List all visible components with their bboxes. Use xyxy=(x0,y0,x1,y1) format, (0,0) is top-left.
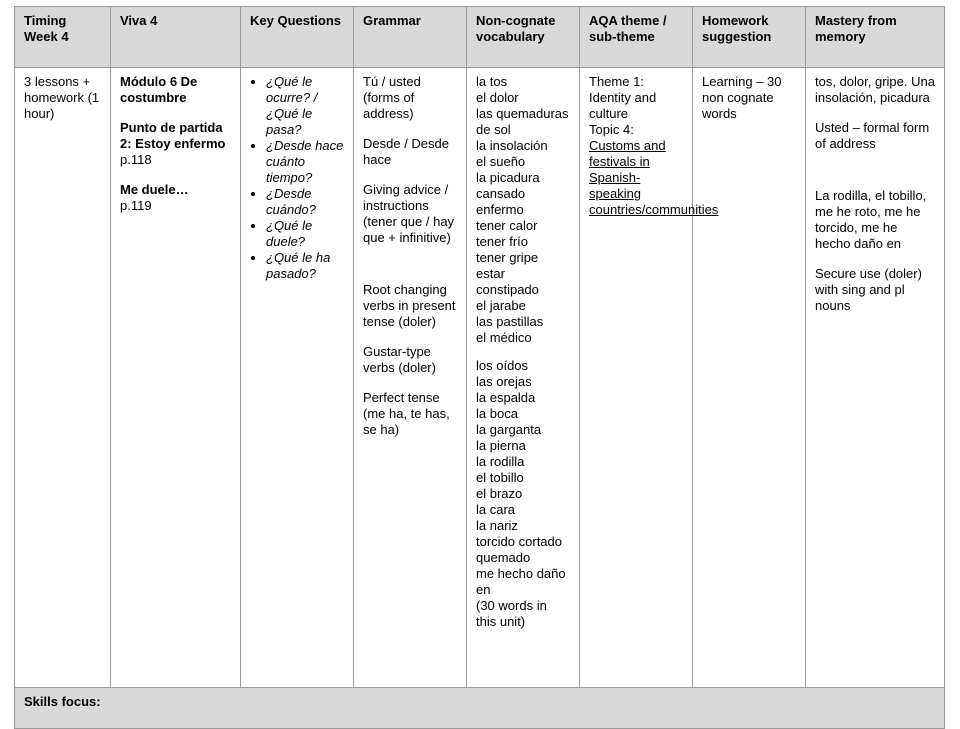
mastery-item: Usted – formal form of address xyxy=(815,120,930,151)
header-vocab: Non-cognate vocabulary xyxy=(467,7,580,68)
grammar-item: Giving advice / instructions (tener que / hay que + infinitive) xyxy=(363,182,455,245)
homework-text: Learning – 30 non cognate words xyxy=(702,74,782,121)
mastery-item: tos, dolor, gripe. Una insolación, picadura xyxy=(815,74,935,105)
aqa-cell xyxy=(580,68,719,688)
homework-cell xyxy=(693,68,806,688)
timing-cell xyxy=(15,68,111,688)
vocab-word: cansado xyxy=(476,186,526,201)
list-item: • ¿Qué le ha pasado? xyxy=(266,250,344,282)
vocab-word: el sueño xyxy=(476,154,526,169)
grammar-cell xyxy=(354,68,467,688)
vocab-word: me hecho daño en xyxy=(476,566,566,597)
vocab-word: las quemaduras de sol xyxy=(476,106,569,137)
vocab-word: la rodilla xyxy=(476,454,525,469)
vocab-word: la pierna xyxy=(476,438,526,453)
vocab-word: la insolación xyxy=(476,138,548,153)
grammar-item: Tú / usted (forms of address) xyxy=(363,74,421,121)
vocab-word: los oídos xyxy=(476,358,529,373)
key-questions-cell xyxy=(241,68,354,688)
aqa-topic: Topic 4: xyxy=(589,122,634,137)
mastery-item: Secure use (doler) with sing and pl nouns xyxy=(815,266,922,313)
list-item: • ¿Desde cuándo? xyxy=(266,186,344,218)
me-duele-page: p.119 xyxy=(120,198,152,213)
vocab-word: la picadura xyxy=(476,170,540,185)
vocab-word: el médico xyxy=(476,330,532,345)
vocab-word: torcido cortado xyxy=(476,534,562,549)
header-viva: Viva 4 xyxy=(111,7,241,68)
list-item: • ¿Desde hace cuánto tiempo? xyxy=(266,138,344,186)
vocab-word: el jarabe xyxy=(476,298,526,313)
mastery-item: La rodilla, el tobillo, me he roto, me he torcido, me he hecho daño en xyxy=(815,188,927,251)
aqa-topic-link[interactable]: Customs and festivals in Spanish-speaking countries/communities xyxy=(589,138,719,217)
header-aqa: AQA theme / sub-theme xyxy=(580,7,693,68)
vocab-word: la boca xyxy=(476,406,518,421)
vocab-cell xyxy=(467,68,580,688)
header-grammar: Grammar xyxy=(354,7,467,68)
vocab-word: la espalda xyxy=(476,390,536,405)
content-row xyxy=(15,68,945,688)
vocab-word: las pastillas xyxy=(476,314,544,329)
list-item: • ¿Qué le duele? xyxy=(266,218,344,250)
vocab-word: el dolor xyxy=(476,90,519,105)
vocab-word: el tobillo xyxy=(476,470,524,485)
grammar-item: Perfect tense (me ha, te has, se ha) xyxy=(363,390,450,437)
header-mastery: Mastery from memory xyxy=(806,7,945,68)
skills-row xyxy=(15,688,945,729)
punto-de-partida xyxy=(120,120,231,168)
vocab-word: la garganta xyxy=(476,422,542,437)
vocab-word: tener gripe xyxy=(476,250,539,265)
skills-focus-cell: Skills focus: xyxy=(15,688,945,729)
mastery-cell xyxy=(806,68,945,688)
header-timing: Timing Week 4 xyxy=(15,7,111,68)
vocab-group-body xyxy=(476,358,570,630)
vocab-word: la cara xyxy=(476,502,516,517)
vocab-word: quemado xyxy=(476,550,531,565)
header-row xyxy=(15,7,945,68)
vocab-word: tener frío xyxy=(476,234,529,249)
timing-text: 3 lessons + homework (1 hour) xyxy=(24,74,100,121)
punto-title: Punto de partida 2: Estoy enfermo xyxy=(120,120,226,151)
vocab-word: la tos xyxy=(476,74,508,89)
grammar-item: Root changing verbs in present tense (doler) xyxy=(363,282,456,329)
vocab-group-illness xyxy=(476,74,570,346)
vocab-word: enfermo xyxy=(476,202,524,217)
vocab-word: el brazo xyxy=(476,486,523,501)
vocab-word: estar constipado xyxy=(476,266,539,297)
vocab-word: tener calor xyxy=(476,218,538,233)
grammar-item: Gustar-type verbs (doler) xyxy=(363,344,436,375)
vocab-word: la nariz xyxy=(476,518,518,533)
scheme-of-work-table xyxy=(14,6,945,729)
viva-cell xyxy=(111,68,241,688)
key-questions-list xyxy=(250,74,344,282)
me-duele-title: Me duele… xyxy=(120,182,189,197)
module-title: Módulo 6 De costumbre xyxy=(120,74,198,105)
grammar-item: Desde / Desde hace xyxy=(363,136,449,167)
vocab-word: las orejas xyxy=(476,374,532,389)
header-key-questions: Key Questions xyxy=(241,7,354,68)
punto-page: p.118 xyxy=(120,152,152,167)
header-homework: Homework suggestion xyxy=(693,7,806,68)
list-item: • ¿Qué le ocurre? / ¿Qué le pasa? xyxy=(266,74,344,138)
aqa-theme: Theme 1: Identity and culture xyxy=(589,74,657,121)
vocab-word: (30 words in this unit) xyxy=(476,598,547,629)
